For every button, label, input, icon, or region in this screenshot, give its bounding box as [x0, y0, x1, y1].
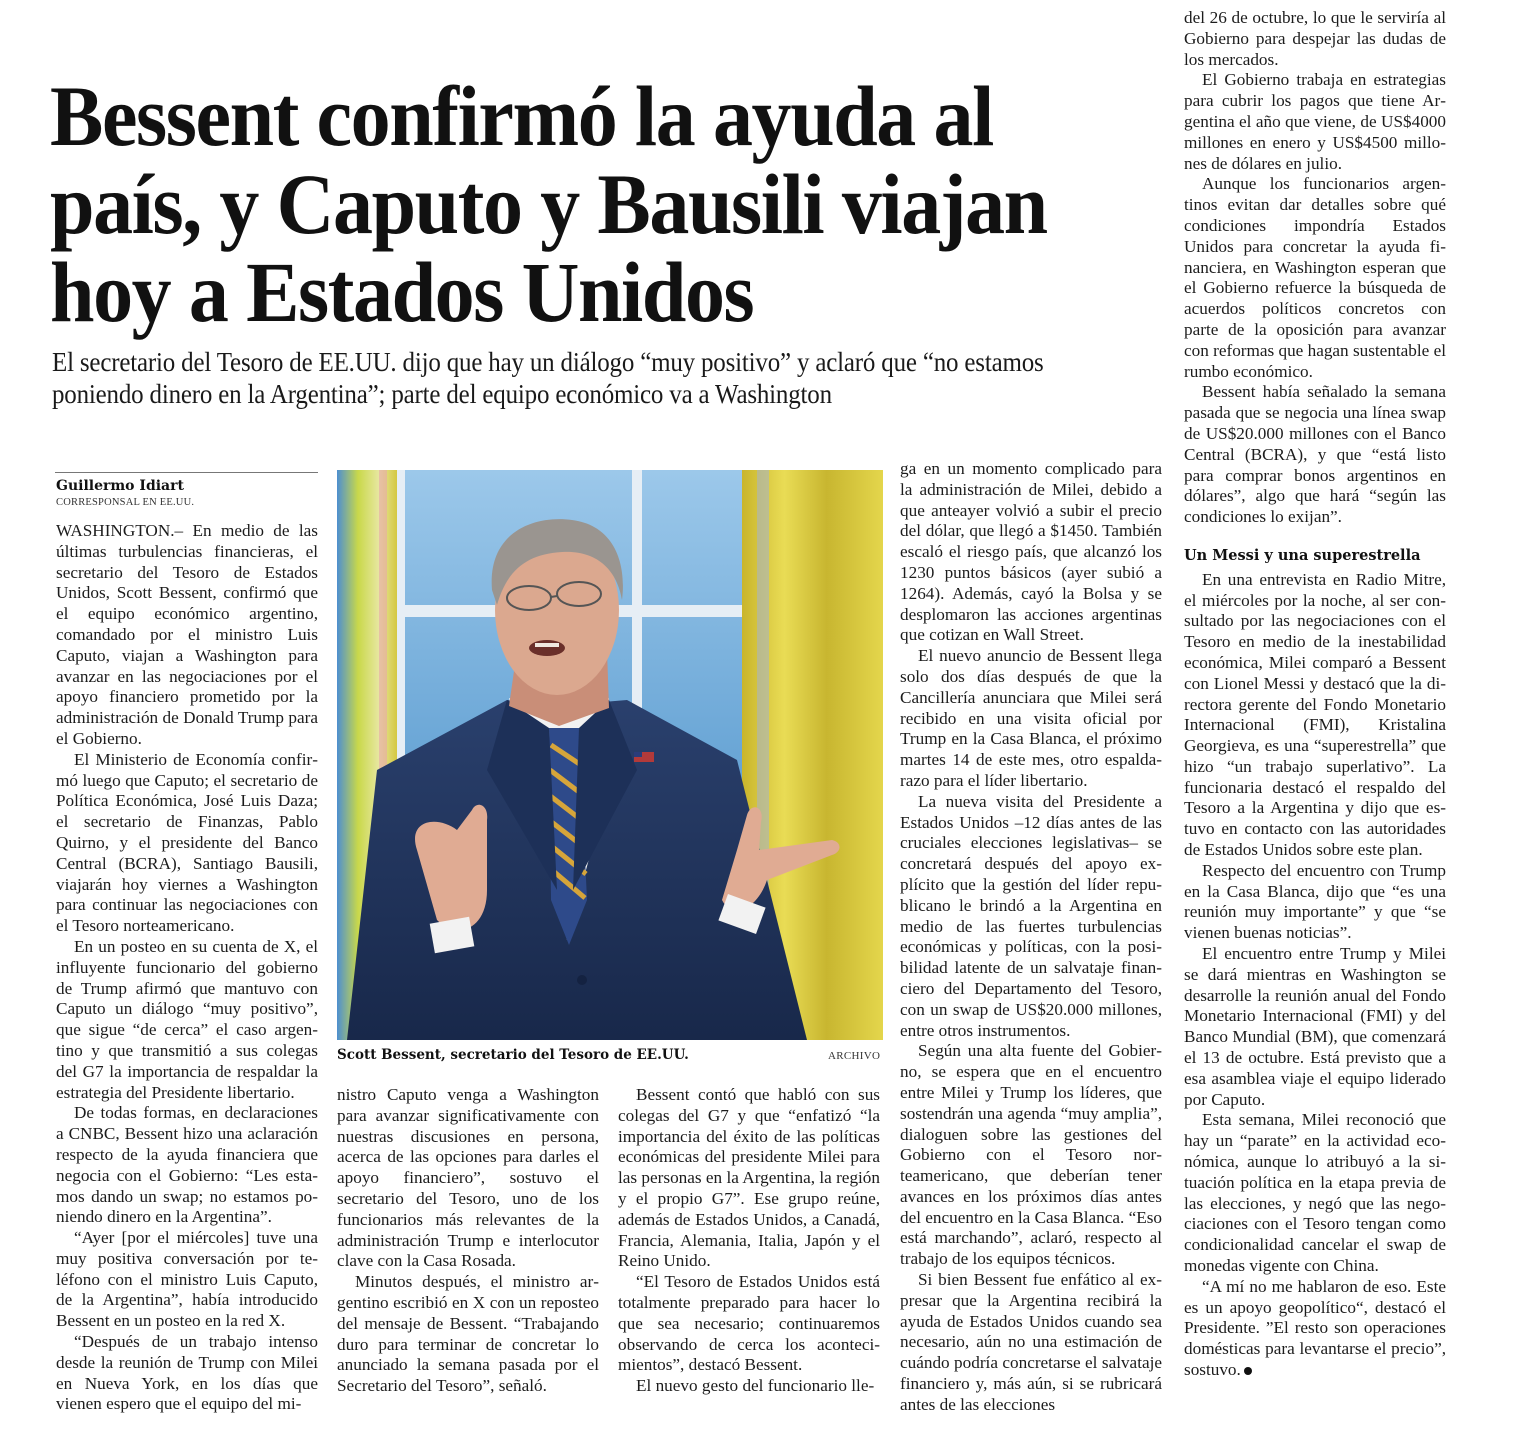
column-5: [1184, 8, 1446, 1381]
paragraph: [1184, 1277, 1446, 1381]
paragraph: El Ministerio de Economía confirmó luego que Caputo; el secretario de Política Económica, José Luis Daza; el secretario de Finanzas, Pablo Quirno, y el presidente del Banco Central (BCRA), Santiago Bausili, viajarán hoy viernes a Washington para continuar las negociaciones con el Tesoro norteamericano.: [56, 749, 318, 936]
paragraph: Minutos después, el ministro argentino escribió en X con un reposteo del mensaje de Bessent. “Trabajando duro para terminar de concretar lo anunciado la semana pasada por el Secretario del Tesoro”, señaló.: [337, 1272, 599, 1396]
paragraph: El nuevo gesto del funcionario lle-: [636, 1376, 875, 1396]
paragraph: La nueva visita del Presidente a Estados Unidos –12 días antes de las cruciales elecciones legislativas– se concretará después del apoyo explícito que la gestión del líder republicano le brindó a la Argentina en medio de las fuertes turbulencias económicas y políticas, con la posibilidad latente de un salvataje financiero del Departamento del Tesoro, con un swap de US$20.000 millones, entre otros instrumentos.: [900, 791, 1162, 1040]
deck-subtitle: El secretario del Tesoro de EE.UU. dijo que hay un diálogo “muy positivo” y aclaró que “no estamos poniendo dinero en la Argentina”; parte del equipo económico va a Washington: [52, 347, 1044, 409]
section-subhead: Un Messi y una superestrella: [1184, 546, 1421, 564]
paragraph: nistro Caputo venga a Washington para avanzar significativamente con nuestras discusiones en persona, acerca de las opciones para darles el apoyo financiero”, sostuvo el secretario del Tesoro, uno de los funcionarios más relevantes de la administración Trump e interlocutor clave con la Casa Rosada.: [337, 1085, 599, 1271]
byline-author: Guillermo Idiart: [56, 478, 184, 494]
paragraph: “El Tesoro de Estados Unidos está totalmente preparado para hacer lo que sea necesario; continuaremos observando de cerca los acontecimientos”, destacó Bessent.: [618, 1272, 880, 1375]
photo-caption: Scott Bessent, secretario del Tesoro de EE.UU.: [337, 1047, 689, 1063]
final-paragraph-text: “A mí no me hablaron de eso. Este es un apoyo geopolítico“, destacó el Presidente. ”El resto son operaciones domésticas para levantarse el precio”, sostuvo.: [1184, 1276, 1446, 1379]
portrait-image: [337, 470, 883, 1040]
article-photo: [337, 470, 883, 1040]
paragraph: Bessent contó que habló con sus colegas del G7 y que “enfatizó “la importancia del éxito de las políticas económicas del presidente Milei para las personas en la Argentina, la región y el propio G7”. Ese grupo reúne, además de Estados Unidos, a Canadá, Francia, Alemania, Italia, Japón y el Reino Unido.: [618, 1085, 880, 1271]
column-4: [900, 459, 1162, 1416]
headline: Bessent confirmó la ayuda al país, y Caputo y Bausili viajan hoy a Estados Unidos: [50, 68, 1047, 340]
paragraph: WASHINGTON.– En medio de las últimas turbulencias financieras, el secretario del Tesoro de Estados Unidos, Scott Bessent, confirmó que el equipo económico argentino, comandado por el ministro Luis Caputo, viajan a Washington para avanzar en las negociaciones por el apoyo financiero prometido por la administración de Donald Trump para el Gobierno.: [56, 521, 318, 748]
photo-credit: ARCHIVO: [828, 1050, 881, 1062]
column-2: [337, 1085, 599, 1397]
paragraph: De todas formas, en declaraciones a CNBC, Bessent hizo una aclaración respecto de la ayuda financiera que negocia con el Gobierno: “Les estamos dando un swap; no estamos poniendo dinero en la Argentina”.: [56, 1103, 318, 1227]
paragraph: Esta semana, Milei reconoció que hay un “parate” en la actividad económica, aunque lo atribuyó a la situación política en la etapa previa de las elecciones, y negó que las negociaciones con el Tesoro tengan como condicionalidad cancelar el swap de monedas vigente con China.: [1184, 1110, 1446, 1276]
paragraph: El encuentro entre Trump y Milei se dará mientras en Washington se desarrolle la reunión anual del Fondo Monetario Internacional (FMI) y del Banco Mundial (BM), que comenzará el 13 de octubre. Está previsto que a esa asamblea viaje el equipo liderado por Caputo.: [1184, 944, 1446, 1109]
paragraph: Según una alta fuente del Gobierno, se espera que en el encuentro entre Milei y Trump los líderes, que sostendrán una agenda “muy amplia”, dialoguen sobre las gestiones del Gobierno con el Tesoro norteamericano, que deberían tener avances en los próximos días antes del encuentro en la Casa Blanca. “Eso está marchando”, aclaró, respecto al trabajo de los equipos técnicos.: [900, 1041, 1163, 1269]
paragraph: Si bien Bessent fue enfático al expresar que la Argentina recibirá la ayuda de Estados Unidos cuando sea necesario, aún no una estimación de cuándo podría concretarse el salvataje financiero y, más aún, si se rubricará antes de las elecciones: [900, 1270, 1162, 1414]
paragraph: En una entrevista en Radio Mitre, el miércoles por la noche, al ser consultado por las negociaciones con el Tesoro en medio de la inestabilidad económica, Milei comparó a Bessent con Lionel Messi y destacó que la directora gerente del Fondo Monetario Internacional (FMI), Kristalina Georgieva, es una “superestrella” que hizo “un trabajo superlativo”. La funcionaria destacó el respaldo del Tesoro a la Argentina y dijo que estuvo en contacto con las autoridades de Estados Unidos sobre este plan.: [1184, 569, 1446, 860]
paragraph: “Después de un trabajo intenso desde la reunión de Trump con Milei en Nueva York, en los días que vienen espero que el equipo del mi-: [56, 1332, 318, 1414]
paragraph: “Ayer [por el miércoles] tuve una muy positiva conversación por teléfono con el ministro Luis Caputo, de la Argentina”, había introducido Bessent en un posteo en la red X.: [56, 1228, 318, 1331]
paragraph: El Gobierno trabaja en estrategias para cubrir los pagos que tiene Argentina el año que viene, de US$4000 millones en enero y US$4500 millones de dólares en julio.: [1184, 70, 1446, 173]
end-of-article-bullet-icon: [1244, 1367, 1252, 1375]
paragraph: En un posteo en su cuenta de X, el influyente funcionario del gobierno de Trump afirmó que mantuvo con Caputo un diálogo “muy positivo”, que sigue “de cerca” el caso argentino y que transmitió a sus colegas del G7 la importancia de respaldar la estrategia del Presidente libertario.: [56, 936, 318, 1102]
paragraph: Aunque los funcionarios argentinos evitan dar detalles sobre qué condiciones impondría Estados Unidos para concretar la ayuda financiera, en Washington esperan que el Gobierno refuerce la búsqueda de acuerdos políticos concretos con parte de la oposición para avanzar con reformas que hagan sustentable el rumbo económico.: [1184, 174, 1447, 381]
paragraph: Respecto del encuentro con Trump en la Casa Blanca, dijo que “es una reunión muy importante” y que “se vienen buenas noticias”.: [1184, 860, 1446, 943]
byline-role: CORRESPONSAL EN EE.UU.: [56, 497, 195, 508]
column-3: [618, 1085, 880, 1397]
paragraph: del 26 de octubre, lo que le serviría al Gobierno para despejar las dudas de los mercados.: [1184, 8, 1446, 69]
paragraph: ga en un momento complicado para la administración de Milei, debido a que anteayer volvió a subir el precio del dólar, que llegó a $1450. También escaló el riesgo país, que alcanzó los 1230 puntos básicos (ayer subió a 1264). Además, cayó la Bolsa y se desplomaron las acciones argentinas que cotizan en Wall Street.: [900, 459, 1162, 645]
paragraph: El nuevo anuncio de Bessent llega solo dos días después de que la Cancillería anunciara que Milei será recibido en una visita oficial por Trump en la Casa Blanca, el próximo martes 14 de este mes, otro espaldarazo para el líder libertario.: [900, 646, 1162, 790]
byline-divider: [55, 472, 318, 473]
paragraph: Bessent había señalado la semana pasada que se negocia una línea swap de US$20.000 millones con el Banco Central (BCRA), y que “está listo para comprar bonos argentinos en dólares”, algo que hará “según las condiciones lo exijan”.: [1184, 382, 1446, 527]
column-1: [56, 521, 318, 1415]
